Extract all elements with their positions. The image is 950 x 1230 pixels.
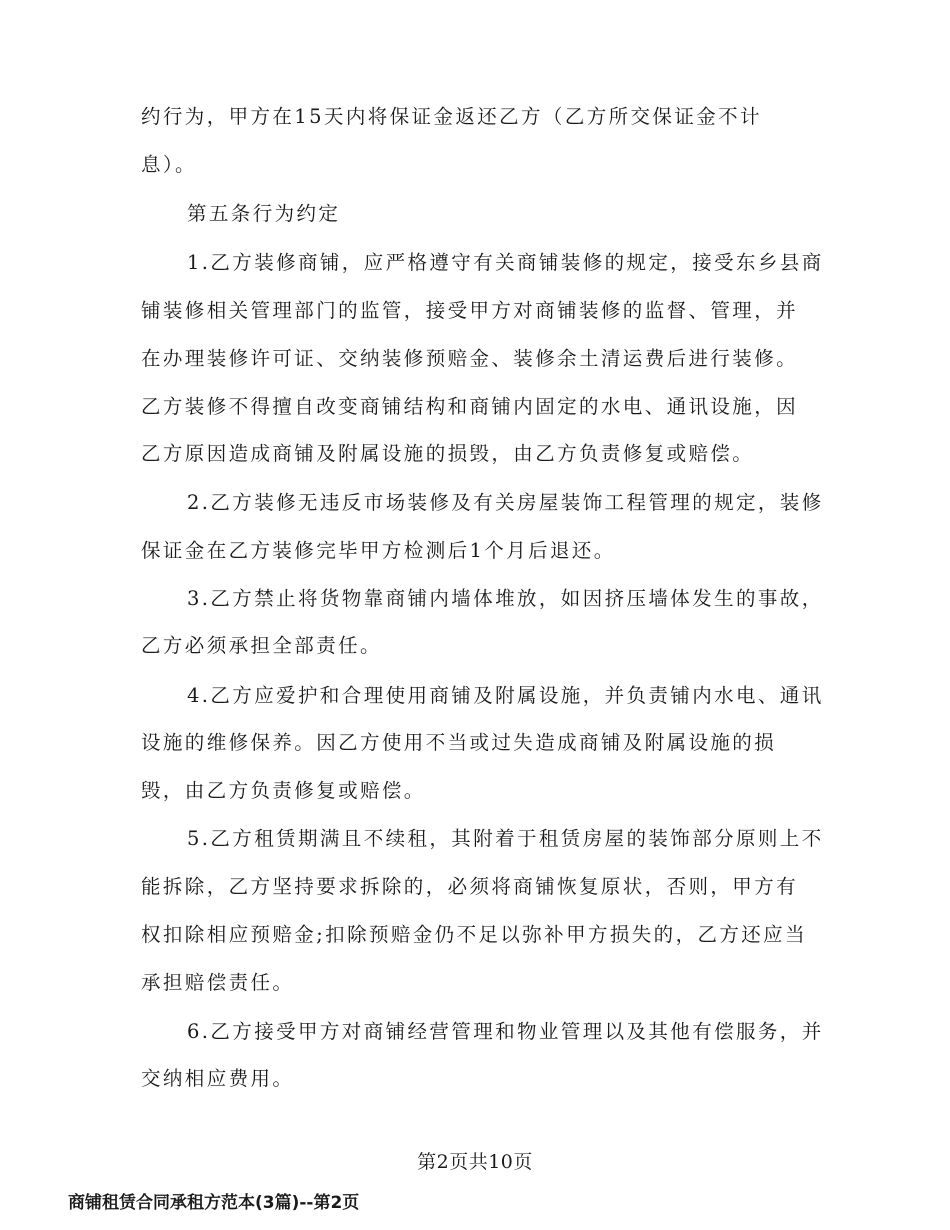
- paragraph-line: 2.乙方装修无违反市场装修及有关房屋装饰工程管理的规定，装修: [187, 491, 824, 514]
- paragraph-line: 铺装修相关管理部门的监管，接受甲方对商铺装修的监督、管理，并: [141, 299, 799, 322]
- page-number: 第2页共10页: [417, 1151, 533, 1173]
- paragraph-line: 乙方必须承担全部责任。: [141, 634, 382, 657]
- paragraph-line: 约行为，甲方在15天内将保证金返还乙方（乙方所交保证金不计: [141, 105, 762, 128]
- paragraph-line: 交纳相应费用。: [141, 1067, 295, 1090]
- section-heading: 第五条行为约定: [187, 202, 341, 225]
- paragraph-line: 乙方原因造成商铺及附属设施的损毁，由乙方负责修复或赔偿。: [141, 442, 755, 465]
- paragraph-line: 3.乙方禁止将货物靠商铺内墙体堆放，如因挤压墙体发生的事故，: [187, 587, 824, 610]
- paragraph-line: 设施的维修保养。因乙方使用不当或过失造成商铺及附属设施的损: [141, 731, 777, 754]
- paragraph-line: 1.乙方装修商铺，应严格遵守有关商铺装修的规定，接受东乡县商: [187, 251, 824, 274]
- paragraph-line: 5.乙方租赁期满且不续租，其附着于租赁房屋的装饰部分原则上不: [187, 827, 824, 850]
- paragraph-line: 承担赔偿责任。: [141, 971, 295, 994]
- paragraph-line: 乙方装修不得擅自改变商铺结构和商铺内固定的水电、通讯设施，因: [141, 395, 799, 418]
- paragraph-line: 毁，由乙方负责修复或赔偿。: [141, 779, 426, 802]
- paragraph-line: 息）。: [141, 153, 197, 176]
- paragraph-line: 能拆除，乙方坚持要求拆除的，必须将商铺恢复原状，否则，甲方有: [141, 875, 799, 898]
- paragraph-line: 权扣除相应预赔金;扣除预赔金仍不足以弥补甲方损失的，乙方还应当: [141, 923, 807, 946]
- paragraph-line: 在办理装修许可证、交纳装修预赔金、装修余土清运费后进行装修。: [141, 347, 799, 370]
- paragraph-line: 保证金在乙方装修完毕甲方检测后1个月后退还。: [141, 539, 616, 562]
- footer-document-title: 商铺租赁合同承租方范本(3篇)--第2页: [68, 1193, 360, 1213]
- paragraph-line: 4.乙方应爱护和合理使用商铺及附属设施，并负责铺内水电、通讯: [187, 684, 824, 707]
- paragraph-line: 6.乙方接受甲方对商铺经营管理和物业管理以及其他有偿服务，并: [187, 1020, 824, 1043]
